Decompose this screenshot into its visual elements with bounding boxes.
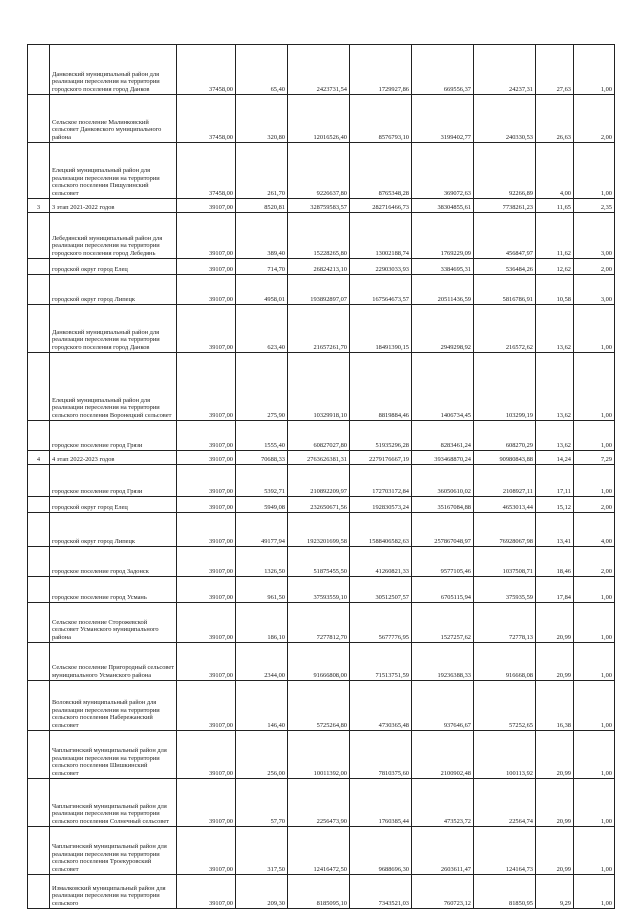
value-cell: 20,99 [536, 827, 574, 875]
value-cell: 51875455,50 [288, 547, 350, 577]
value-cell: 41260821,33 [350, 547, 412, 577]
value-cell: 4,00 [536, 143, 574, 199]
municipality-name-cell: городское поселение город Грязи [50, 421, 177, 451]
value-cell: 1729927,86 [350, 45, 412, 95]
document-page [27, 44, 614, 909]
value-cell: 39107,00 [177, 497, 236, 513]
value-cell: 39107,00 [177, 603, 236, 643]
value-cell: 81850,95 [474, 875, 536, 909]
row-number-cell [28, 779, 50, 827]
municipality-name-cell: Сельское поселение Малинковский сельсовет Данковского муниципального района [50, 95, 177, 143]
value-cell: 19236388,33 [412, 643, 474, 681]
value-cell: 18491390,15 [350, 305, 412, 353]
row-number-cell: 4 [28, 451, 50, 465]
value-cell: 13,62 [536, 421, 574, 451]
value-cell: 172703172,84 [350, 465, 412, 497]
row-number-cell [28, 731, 50, 779]
municipality-name-cell: Данковский муниципальный район для реализации переселения на территории городского поселения город Данков [50, 305, 177, 353]
value-cell: 90980843,88 [474, 451, 536, 465]
resettlement-table [27, 44, 615, 909]
value-cell: 2,00 [574, 95, 615, 143]
value-cell: 71513751,59 [350, 643, 412, 681]
value-cell: 103299,19 [474, 353, 536, 421]
value-cell: 4958,01 [236, 275, 288, 305]
row-number-cell [28, 353, 50, 421]
value-cell: 39107,00 [177, 451, 236, 465]
value-cell: 17,11 [536, 465, 574, 497]
value-cell: 3199402,77 [412, 95, 474, 143]
value-cell: 22903033,93 [350, 259, 412, 275]
value-cell: 39107,00 [177, 213, 236, 259]
value-cell: 38304855,61 [412, 199, 474, 213]
municipality-name-cell: Чаплыгинский муниципальный район для реализации переселения на территории сельского поселения Шишкинский сельсовет [50, 731, 177, 779]
value-cell: 2,00 [574, 259, 615, 275]
value-cell: 1,00 [574, 779, 615, 827]
row-number-cell [28, 213, 50, 259]
row-number-cell [28, 827, 50, 875]
value-cell: 369072,63 [412, 143, 474, 199]
value-cell: 13,41 [536, 513, 574, 547]
row-number-cell [28, 305, 50, 353]
municipality-name-cell: городское поселение город Задонск [50, 547, 177, 577]
value-cell: 6705115,94 [412, 577, 474, 603]
row-number-cell [28, 275, 50, 305]
table-row [28, 681, 615, 731]
value-cell: 7343521,03 [350, 875, 412, 909]
row-number-cell [28, 547, 50, 577]
table-row [28, 577, 615, 603]
value-cell: 669556,37 [412, 45, 474, 95]
value-cell: 15,12 [536, 497, 574, 513]
table-row [28, 497, 615, 513]
value-cell: 9688696,30 [350, 827, 412, 875]
value-cell: 57252,65 [474, 681, 536, 731]
value-cell: 7,29 [574, 451, 615, 465]
value-cell: 4730365,48 [350, 681, 412, 731]
value-cell: 39107,00 [177, 731, 236, 779]
value-cell: 39107,00 [177, 547, 236, 577]
row-number-cell [28, 421, 50, 451]
row-number-cell [28, 45, 50, 95]
value-cell: 2344,00 [236, 643, 288, 681]
row-number-cell [28, 465, 50, 497]
value-cell: 3,00 [574, 213, 615, 259]
value-cell: 7738261,23 [474, 199, 536, 213]
value-cell: 2423731,54 [288, 45, 350, 95]
value-cell: 317,50 [236, 827, 288, 875]
row-number-cell: 3 [28, 199, 50, 213]
value-cell: 167564673,57 [350, 275, 412, 305]
municipality-name-cell: городской округ город Елец [50, 497, 177, 513]
value-cell: 282716466,73 [350, 199, 412, 213]
municipality-name-cell: Воловский муниципальный район для реализации переселения на территории сельского поселения Набережанский сельсовет [50, 681, 177, 731]
value-cell: 328759583,57 [288, 199, 350, 213]
row-number-cell [28, 875, 50, 909]
value-cell: 1555,40 [236, 421, 288, 451]
value-cell: 192830573,24 [350, 497, 412, 513]
value-cell: 5725264,80 [288, 681, 350, 731]
value-cell: 49177,94 [236, 513, 288, 547]
row-number-cell [28, 143, 50, 199]
table-row [28, 421, 615, 451]
value-cell: 256,00 [236, 731, 288, 779]
value-cell: 13,62 [536, 353, 574, 421]
value-cell: 20,99 [536, 603, 574, 643]
value-cell: 937646,67 [412, 681, 474, 731]
value-cell: 216572,62 [474, 305, 536, 353]
value-cell: 275,90 [236, 353, 288, 421]
table-row [28, 547, 615, 577]
value-cell: 22564,74 [474, 779, 536, 827]
municipality-name-cell: 4 этап 2022-2023 годов [50, 451, 177, 465]
value-cell: 39107,00 [177, 681, 236, 731]
value-cell: 37593559,10 [288, 577, 350, 603]
value-cell: 39107,00 [177, 199, 236, 213]
table-row [28, 213, 615, 259]
value-cell: 70688,33 [236, 451, 288, 465]
value-cell: 1,00 [574, 875, 615, 909]
table-row [28, 779, 615, 827]
value-cell: 2949298,92 [412, 305, 474, 353]
value-cell: 39107,00 [177, 779, 236, 827]
value-cell: 2279176667,19 [350, 451, 412, 465]
table-body [28, 45, 615, 909]
value-cell: 2100902,48 [412, 731, 474, 779]
value-cell: 186,10 [236, 603, 288, 643]
value-cell: 9,29 [536, 875, 574, 909]
value-cell: 2,00 [574, 497, 615, 513]
table-row [28, 353, 615, 421]
value-cell: 37458,00 [177, 45, 236, 95]
value-cell: 240330,53 [474, 95, 536, 143]
value-cell: 11,65 [536, 199, 574, 213]
value-cell: 39107,00 [177, 275, 236, 305]
value-cell: 1527257,62 [412, 603, 474, 643]
value-cell: 20,99 [536, 779, 574, 827]
value-cell: 14,24 [536, 451, 574, 465]
value-cell: 65,40 [236, 45, 288, 95]
value-cell: 393468870,24 [412, 451, 474, 465]
table-row [28, 731, 615, 779]
value-cell: 320,80 [236, 95, 288, 143]
value-cell: 24237,31 [474, 45, 536, 95]
value-cell: 4653013,44 [474, 497, 536, 513]
value-cell: 210892209,97 [288, 465, 350, 497]
value-cell: 3,00 [574, 275, 615, 305]
value-cell: 26,63 [536, 95, 574, 143]
value-cell: 146,40 [236, 681, 288, 731]
value-cell: 5816786,91 [474, 275, 536, 305]
value-cell: 2,35 [574, 199, 615, 213]
value-cell: 72778,13 [474, 603, 536, 643]
value-cell: 92266,89 [474, 143, 536, 199]
table-row [28, 305, 615, 353]
value-cell: 456847,97 [474, 213, 536, 259]
value-cell: 39107,00 [177, 353, 236, 421]
value-cell: 1,00 [574, 603, 615, 643]
value-cell: 1037508,71 [474, 547, 536, 577]
value-cell: 8185095,10 [288, 875, 350, 909]
value-cell: 8819884,46 [350, 353, 412, 421]
value-cell: 714,70 [236, 259, 288, 275]
value-cell: 916668,08 [474, 643, 536, 681]
table-row [28, 143, 615, 199]
row-number-cell [28, 95, 50, 143]
municipality-name-cell: городской округ город Елец [50, 259, 177, 275]
municipality-name-cell: Чаплыгинский муниципальный район для реализации переселения на территории сельского поселения Солнечный сельсовет [50, 779, 177, 827]
value-cell: 1760385,44 [350, 779, 412, 827]
value-cell: 2763626381,31 [288, 451, 350, 465]
value-cell: 9226637,80 [288, 143, 350, 199]
value-cell: 91666808,00 [288, 643, 350, 681]
row-number-cell [28, 643, 50, 681]
value-cell: 36050610,02 [412, 465, 474, 497]
row-number-cell [28, 577, 50, 603]
municipality-name-cell: Измалковский муниципальный район для реализации переселения на территории сельского [50, 875, 177, 909]
value-cell: 1923201699,58 [288, 513, 350, 547]
table-row [28, 875, 615, 909]
municipality-name-cell: Чаплыгинский муниципальный район для реализации переселения на территории сельского поселения Троекуровский сельсовет [50, 827, 177, 875]
value-cell: 35167084,88 [412, 497, 474, 513]
value-cell: 1,00 [574, 305, 615, 353]
value-cell: 60827027,80 [288, 421, 350, 451]
value-cell: 76928067,98 [474, 513, 536, 547]
value-cell: 8765348,28 [350, 143, 412, 199]
table-row [28, 45, 615, 95]
row-number-cell [28, 603, 50, 643]
value-cell: 2256473,90 [288, 779, 350, 827]
value-cell: 30512507,57 [350, 577, 412, 603]
value-cell: 1326,50 [236, 547, 288, 577]
value-cell: 16,38 [536, 681, 574, 731]
municipality-name-cell: Елецкий муниципальный район для реализации переселения на территории сельского поселения Пищулинский сельсовет [50, 143, 177, 199]
table-row [28, 465, 615, 497]
value-cell: 39107,00 [177, 875, 236, 909]
value-cell: 760723,12 [412, 875, 474, 909]
table-row [28, 275, 615, 305]
row-number-cell [28, 681, 50, 731]
value-cell: 608270,29 [474, 421, 536, 451]
value-cell: 1,00 [574, 143, 615, 199]
table-row [28, 451, 615, 465]
value-cell: 5392,71 [236, 465, 288, 497]
municipality-name-cell: Лебедянский муниципальный район для реализации переселения на территории городского поселения город Лебедянь [50, 213, 177, 259]
value-cell: 57,70 [236, 779, 288, 827]
value-cell: 473523,72 [412, 779, 474, 827]
value-cell: 18,46 [536, 547, 574, 577]
table-row [28, 199, 615, 213]
value-cell: 2603611,47 [412, 827, 474, 875]
value-cell: 1406734,45 [412, 353, 474, 421]
value-cell: 20511436,59 [412, 275, 474, 305]
value-cell: 4,00 [574, 513, 615, 547]
row-number-cell [28, 259, 50, 275]
municipality-name-cell: Сельское поселение Пригородный сельсовет муниципального Усманского района [50, 643, 177, 681]
value-cell: 261,70 [236, 143, 288, 199]
value-cell: 1,00 [574, 45, 615, 95]
value-cell: 21657261,70 [288, 305, 350, 353]
municipality-name-cell: Сельское поселение Сторожевской сельсовет Усманского муниципального района [50, 603, 177, 643]
value-cell: 375935,59 [474, 577, 536, 603]
value-cell: 39107,00 [177, 259, 236, 275]
value-cell: 12016526,40 [288, 95, 350, 143]
value-cell: 536484,26 [474, 259, 536, 275]
value-cell: 1,00 [574, 731, 615, 779]
value-cell: 20,99 [536, 731, 574, 779]
value-cell: 12416472,50 [288, 827, 350, 875]
municipality-name-cell: Данковский муниципальный район для реализации переселения на территории городского поселения город Данков [50, 45, 177, 95]
value-cell: 51935296,28 [350, 421, 412, 451]
value-cell: 5949,08 [236, 497, 288, 513]
value-cell: 3384695,31 [412, 259, 474, 275]
value-cell: 13002188,74 [350, 213, 412, 259]
value-cell: 26824213,10 [288, 259, 350, 275]
value-cell: 193892897,07 [288, 275, 350, 305]
table-row [28, 643, 615, 681]
value-cell: 39107,00 [177, 513, 236, 547]
value-cell: 1,00 [574, 643, 615, 681]
table-row [28, 603, 615, 643]
row-number-cell [28, 497, 50, 513]
value-cell: 389,40 [236, 213, 288, 259]
value-cell: 8576793,10 [350, 95, 412, 143]
value-cell: 623,40 [236, 305, 288, 353]
value-cell: 2,00 [574, 547, 615, 577]
value-cell: 37458,00 [177, 143, 236, 199]
value-cell: 8520,81 [236, 199, 288, 213]
value-cell: 1,00 [574, 827, 615, 875]
municipality-name-cell: городской округ город Липецк [50, 513, 177, 547]
value-cell: 1588406582,63 [350, 513, 412, 547]
table-row [28, 513, 615, 547]
value-cell: 11,62 [536, 213, 574, 259]
value-cell: 2108927,11 [474, 465, 536, 497]
value-cell: 1,00 [574, 577, 615, 603]
value-cell: 10329918,10 [288, 353, 350, 421]
value-cell: 1,00 [574, 465, 615, 497]
value-cell: 20,99 [536, 643, 574, 681]
municipality-name-cell: 3 этап 2021-2022 годов [50, 199, 177, 213]
value-cell: 10,58 [536, 275, 574, 305]
table-row [28, 827, 615, 875]
value-cell: 39107,00 [177, 421, 236, 451]
value-cell: 5677776,95 [350, 603, 412, 643]
value-cell: 10011392,00 [288, 731, 350, 779]
value-cell: 39107,00 [177, 577, 236, 603]
value-cell: 27,63 [536, 45, 574, 95]
municipality-name-cell: городское поселение город Грязи [50, 465, 177, 497]
value-cell: 961,50 [236, 577, 288, 603]
value-cell: 39107,00 [177, 305, 236, 353]
value-cell: 7277812,70 [288, 603, 350, 643]
value-cell: 9577105,46 [412, 547, 474, 577]
value-cell: 209,30 [236, 875, 288, 909]
value-cell: 39107,00 [177, 643, 236, 681]
value-cell: 1,00 [574, 681, 615, 731]
row-number-cell [28, 513, 50, 547]
value-cell: 1,00 [574, 421, 615, 451]
municipality-name-cell: городское поселение город Усмань [50, 577, 177, 603]
value-cell: 13,62 [536, 305, 574, 353]
value-cell: 39107,00 [177, 827, 236, 875]
value-cell: 37458,00 [177, 95, 236, 143]
municipality-name-cell: Елецкий муниципальный район для реализации переселения на территории сельского поселения Воронецкий сельсовет [50, 353, 177, 421]
municipality-name-cell: городской округ город Липецк [50, 275, 177, 305]
value-cell: 15228265,80 [288, 213, 350, 259]
value-cell: 257867048,97 [412, 513, 474, 547]
value-cell: 12,62 [536, 259, 574, 275]
value-cell: 8283461,24 [412, 421, 474, 451]
value-cell: 1769229,09 [412, 213, 474, 259]
value-cell: 7810375,60 [350, 731, 412, 779]
value-cell: 17,84 [536, 577, 574, 603]
table-row [28, 95, 615, 143]
table-row [28, 259, 615, 275]
value-cell: 232650671,56 [288, 497, 350, 513]
value-cell: 100113,92 [474, 731, 536, 779]
value-cell: 124164,73 [474, 827, 536, 875]
value-cell: 1,00 [574, 353, 615, 421]
value-cell: 39107,00 [177, 465, 236, 497]
